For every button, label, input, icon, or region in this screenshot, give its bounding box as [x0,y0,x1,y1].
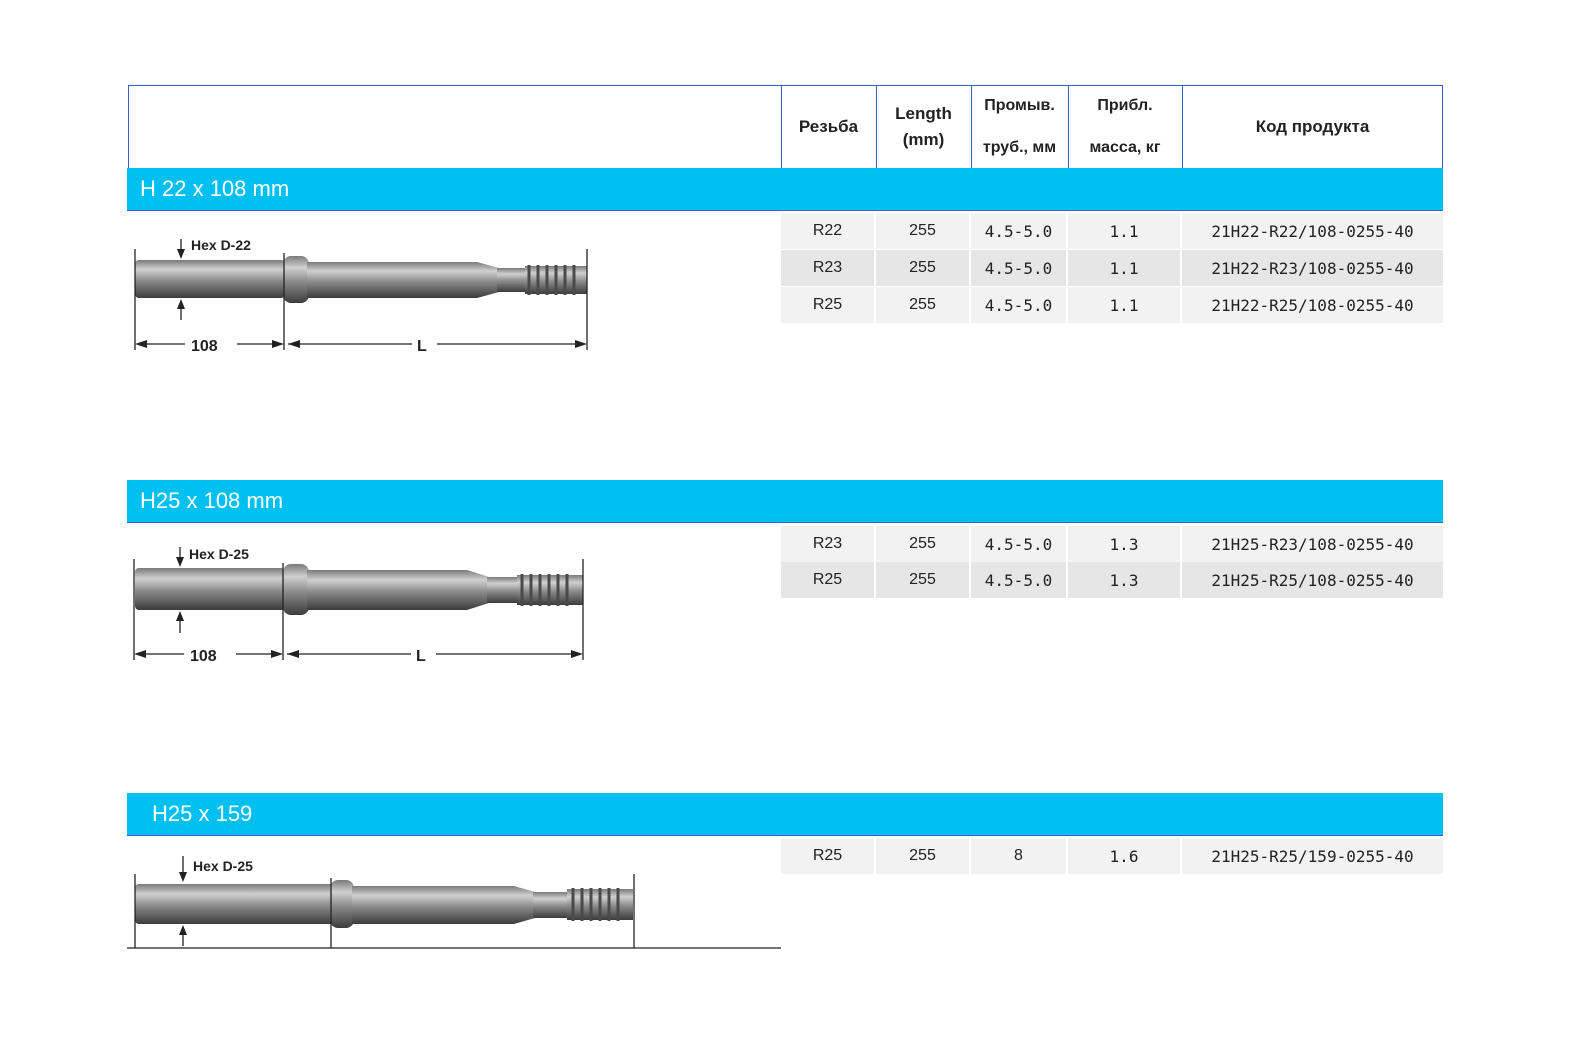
section-title: H25 x 108 mm [140,488,284,513]
collar [283,564,309,615]
table-row [781,250,1443,286]
cell-thread: R25 [781,287,876,323]
cell-mass: 1.1 [1068,250,1182,286]
header-code-label: Код продукта [1255,117,1370,136]
cell-thread: R25 [781,838,876,874]
rod-taper [467,570,489,610]
rod-body [352,886,514,924]
cell-code: 21H22-R25/108-0255-40 [1211,295,1414,315]
header-thread-label: Резьба [798,117,859,136]
cell-mass: 1.3 [1068,526,1182,562]
hex-shank [135,568,285,610]
header-length-unit: (mm) [902,130,945,149]
thread [525,265,587,295]
rod-neck [533,892,569,918]
collar [330,880,354,928]
cell-length: 255 [876,562,971,598]
cell-flush: 4.5-5.0 [971,250,1068,286]
table-row [781,287,1443,323]
hex-shank [135,884,335,924]
collar [283,256,309,303]
header-flush-unit: труб., мм [982,139,1057,156]
header-thread [781,85,876,169]
rod-neck [487,577,519,603]
shank-drawing [127,535,597,670]
thread [567,888,633,921]
cell-length: 255 [876,526,971,562]
cell-thread: R23 [781,526,876,562]
table-row [781,838,1443,874]
header-mass-unit: масса, кг [1089,139,1161,156]
total-length-label: L [417,338,427,355]
cell-flush: 8 [971,838,1068,874]
section-title-bar [127,480,1443,523]
cell-code: 21H22-R23/108-0255-40 [1211,258,1414,278]
cell-mass: 1.1 [1068,213,1182,249]
hex-label: Hex D-25 [189,546,249,562]
shank-drawing [127,850,782,950]
hex-label: Hex D-22 [191,237,251,253]
rod-neck [497,268,527,292]
cell-flush: 4.5-5.0 [971,562,1068,598]
cell-thread: R25 [781,562,876,598]
table-row [781,213,1443,249]
shank-length-label: 108 [190,648,217,665]
cell-code: 21H25-R23/108-0255-40 [1211,534,1414,554]
cell-code: 21H22-R22/108-0255-40 [1211,221,1414,241]
cell-thread: R22 [781,213,876,249]
section-title: H25 x 159 [152,801,253,826]
shank-drawing [127,225,597,360]
total-length-label: L [416,648,426,665]
header-length [876,85,971,169]
cell-flush: 4.5-5.0 [971,526,1068,562]
cell-flush: 4.5-5.0 [971,287,1068,323]
rod-taper [514,886,535,924]
cell-length: 255 [876,250,971,286]
section-title-bar [127,168,1443,211]
hex-label: Hex D-25 [193,858,253,874]
cell-mass: 1.6 [1068,838,1182,874]
table-row [781,562,1443,598]
section-title: H 22 x 108 mm [140,176,290,201]
hex-shank [135,260,285,298]
rod-body [307,570,467,610]
cell-length: 255 [876,213,971,249]
cell-mass: 1.1 [1068,287,1182,323]
cell-length: 255 [876,838,971,874]
shank-length-label: 108 [191,338,218,355]
cell-mass: 1.3 [1068,562,1182,598]
cell-thread: R23 [781,250,876,286]
thread [517,574,583,606]
header-mass [1068,85,1182,169]
rod-body [307,262,477,298]
header-flush [971,85,1068,169]
cell-length: 255 [876,287,971,323]
cell-code: 21H25-R25/159-0255-40 [1211,846,1414,866]
cell-flush: 4.5-5.0 [971,213,1068,249]
header-code [1182,85,1443,169]
section-title-bar [127,793,1443,836]
header-flush-label: Промыв. [984,97,1055,114]
cell-code: 21H25-R25/108-0255-40 [1211,570,1414,590]
header-length-label: Length [895,104,952,123]
rod-taper [477,262,499,298]
header-mass-label: Прибл. [1097,97,1153,114]
table-row [781,526,1443,562]
